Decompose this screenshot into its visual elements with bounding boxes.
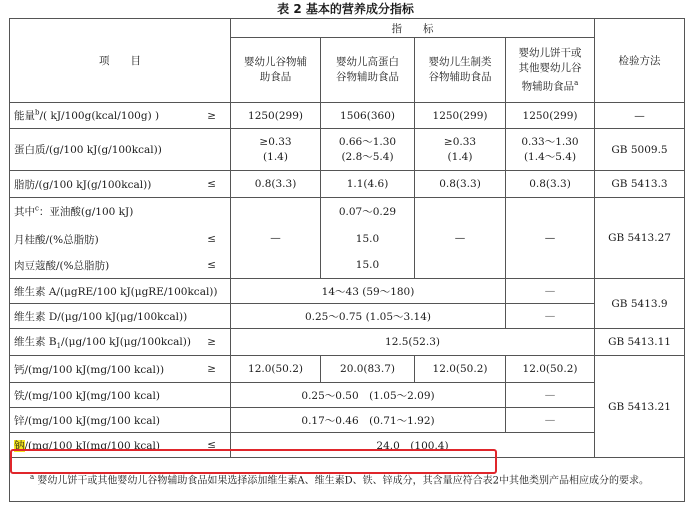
vitamin-b1-method: GB 5413.11 — [595, 329, 685, 356]
row-note — [10, 458, 685, 502]
fat-value-1: 0.8(3.3) — [231, 171, 321, 198]
zinc-value: 0.17～0.46 (0.71～1.92) — [231, 408, 506, 433]
fatty-acids-method: GB 5413.27 — [595, 198, 685, 279]
fat-method: GB 5413.3 — [595, 171, 685, 198]
protein-value-1: ≥0.33 (1.4) — [231, 129, 321, 171]
energy-value-1: 1250(299) — [231, 103, 321, 129]
minerals-method: GB 5413.21 — [595, 356, 685, 458]
row-vitamin-d — [10, 304, 685, 329]
energy-method: — — [595, 103, 685, 129]
myristic-value: 15.0 — [321, 253, 415, 279]
header-category-1: 婴幼儿谷物辅 助食品 — [231, 38, 321, 103]
fat-label: 脂肪/(g/100 kJ(g/100kcal)) ≤ — [10, 171, 231, 198]
fatty-acids-value-3: — — [415, 198, 506, 279]
vitamin-d-label: 维生素 D/(μg/100 kJ(μg/100kcal)) — [10, 304, 231, 329]
energy-label: 能量$^b$/( kJ/100g(kcal/100g) ) ≥ — [10, 103, 231, 129]
fat-value-4: 0.8(3.3) — [506, 171, 595, 198]
fatty-acids-value-1: — — [231, 198, 321, 279]
header-method: 检验方法 — [595, 19, 685, 103]
sodium-highlight: 钠 — [14, 439, 25, 452]
header-category-4: 婴幼儿饼干或 其他婴幼儿谷 物辅助食品$^a$ — [506, 38, 595, 103]
linoleic-value: 0.07～0.29 — [321, 198, 415, 226]
protein-label: 蛋白质/(g/100 kJ(g/100kcal)) — [10, 129, 231, 171]
protein-value-2: 0.66～1.30 (2.8～5.4) — [321, 129, 415, 171]
energy-value-3: 1250(299) — [415, 103, 506, 129]
energy-value-4: 1250(299) — [506, 103, 595, 129]
header-category-3: 婴幼儿生制类 谷物辅助食品 — [415, 38, 506, 103]
vitamin-b1-label: 维生素 $B_1/(\mu g/100$ kJ(μg/100kcal)) ≥ — [10, 329, 231, 356]
header-indicator: 指 标 — [231, 19, 595, 38]
header-row — [10, 19, 685, 38]
iron-label: 铁/(mg/100 kJ(mg/100 kcal) — [10, 383, 231, 408]
nutrition-table — [9, 18, 685, 502]
header-item: 项 目 — [10, 19, 231, 103]
protein-value-3: ≥0.33 (1.4) — [415, 129, 506, 171]
vitamin-d-value-4: — — [506, 304, 595, 329]
vitamin-b1-value: 12.5(52.3) — [231, 329, 595, 356]
row-protein — [10, 129, 685, 171]
row-iron — [10, 383, 685, 408]
calcium-value-2: 20.0(83.7) — [321, 356, 415, 383]
table-note: $^a$ 婴幼儿饼干或其他婴幼儿谷物辅助食品如果选择添加维生素A、维生素D、铁、锌成分，其含量应符合表2中其他类别产品相应成分的要求。 — [10, 458, 685, 502]
row-sodium — [10, 433, 685, 458]
row-linoleic — [10, 198, 685, 226]
myristic-label: 肉豆蔻酸/(%总脂肪) ≤ — [10, 253, 231, 279]
calcium-value-1: 12.0(50.2) — [231, 356, 321, 383]
protein-method: GB 5009.5 — [595, 129, 685, 171]
row-vitamin-b1 — [10, 329, 685, 356]
linoleic-label: 其中$^c$：亚油酸(g/100 kJ) — [10, 198, 231, 226]
zinc-value-4: — — [506, 408, 595, 433]
zinc-label: 锌/(mg/100 kJ(mg/100 kcal) — [10, 408, 231, 433]
protein-value-4: 0.33～1.30 (1.4～5.4) — [506, 129, 595, 171]
lauric-value: 15.0 — [321, 226, 415, 253]
row-zinc — [10, 408, 685, 433]
calcium-value-3: 12.0(50.2) — [415, 356, 506, 383]
fat-value-2: 1.1(4.6) — [321, 171, 415, 198]
vitamin-ad-method: GB 5413.9 — [595, 279, 685, 329]
vitamin-a-value-4: — — [506, 279, 595, 304]
vitamin-d-value: 0.25～0.75 (1.05～3.14) — [231, 304, 506, 329]
energy-value-2: 1506(360) — [321, 103, 415, 129]
header-category-2: 婴幼儿高蛋白 谷物辅助食品 — [321, 38, 415, 103]
iron-value: 0.25～0.50 (1.05～2.09) — [231, 383, 506, 408]
row-fat — [10, 171, 685, 198]
vitamin-a-label: 维生素 A/(μgRE/100 kJ(μgRE/100kcal)) — [10, 279, 231, 304]
lauric-label: 月桂酸/(%总脂肪) ≤ — [10, 226, 231, 253]
row-energy — [10, 103, 685, 129]
sodium-label: 钠/(mg/100 kJ(mg/100 kcal) ≤ — [10, 433, 231, 458]
fat-value-3: 0.8(3.3) — [415, 171, 506, 198]
table-title: 表 2 基本的营养成分指标 — [277, 2, 414, 16]
row-vitamin-a — [10, 279, 685, 304]
fatty-acids-value-4: — — [506, 198, 595, 279]
vitamin-a-value: 14～43 (59～180) — [231, 279, 506, 304]
calcium-value-4: 12.0(50.2) — [506, 356, 595, 383]
row-calcium — [10, 356, 685, 383]
sodium-value: 24.0 (100.4) — [231, 433, 595, 458]
iron-value-4: — — [506, 383, 595, 408]
calcium-label: 钙/(mg/100 kJ(mg/100 kcal)) ≥ — [10, 356, 231, 383]
